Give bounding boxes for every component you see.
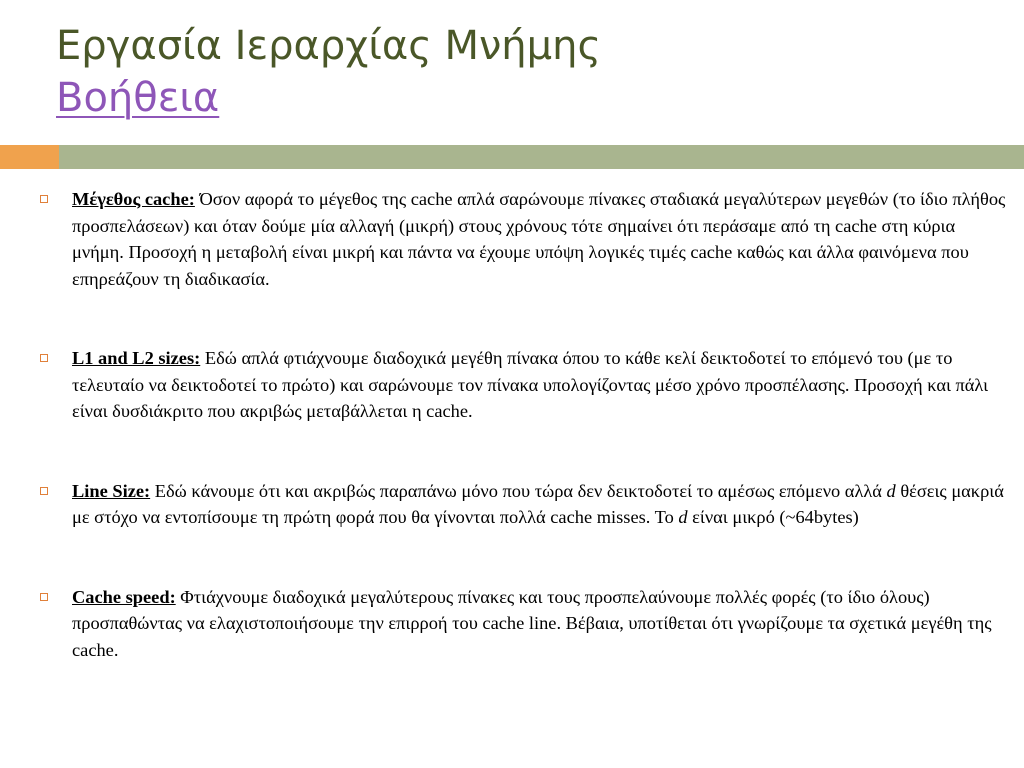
item-text: Φτιάχνουμε διαδοχικά μεγαλύτερους πίνακες και τους προσπελαύνουμε πολλές φορές (το ίδιο όλους) προσπαθώντας να ελαχιστοποιήσουμε την επιρροή του cache line. Βέβαια, υποτίθεται ότι γνωρίζουμε τα σχετικά μεγέθη της cache. (72, 586, 992, 660)
square-bullet-icon (40, 195, 48, 203)
square-bullet-icon (40, 593, 48, 601)
item-text: Εδώ απλά φτιάχνουμε διαδοχικά μεγέθη πίνακα όπου το κάθε κελί δεικτοδοτεί το επόμενό του (με το τελευταίο να δεικτοδοτεί το πρώτο) και σαρώνουμε τον πίνακα υπολογίζοντας μέσο χρόνο προσπέλασης. Προσοχή και πάλι είναι δυσδιάκριτο που ακριβώς μεταβάλλεται η cache. (72, 348, 989, 421)
accent-bar-orange (0, 145, 59, 169)
item-text: Εδώ κάνουμε ότι και ακριβώς παραπάνω μόνο που τώρα δεν δεικτοδοτεί το αμέσως επόμενο αλλά (150, 480, 887, 501)
item-text: είναι μικρό (~64bytes) (687, 507, 859, 527)
slide-title: Εργασία Ιεραρχίας Μνήμης (56, 23, 601, 69)
item-text: Όσον αφορά το μέγεθος της cache απλά σαρώνουμε πίνακες σταδιακά μεγαλύτερων μεγεθών (το ίδιο πλήθος προσπελάσεων) και όταν δούμε μία αλλαγή (μικρή) στους χρόνους τότε σημαίνει ότι περάσαμε από τη cache στη κύρια μνήμη. Προσοχή η μεταβολή είναι μικρή και πάντα να έχουμε υπόψη λογικές τιμές cache καθώς και άλλα φαινόμενα που επηρεάζουν τη διαδικασία. (72, 189, 1006, 289)
list-item-cache-size (40, 186, 1010, 292)
item-heading: Μέγεθος cache: (72, 189, 195, 209)
list-item-line-size (40, 478, 1010, 531)
variable-d: d (678, 507, 688, 527)
square-bullet-icon (40, 354, 48, 362)
list-item-cache-speed (40, 584, 1010, 664)
variable-d: d (886, 480, 896, 501)
slide-title-block (56, 20, 601, 124)
bullet-list (40, 186, 1010, 663)
accent-bar-green (59, 145, 1024, 169)
item-text: θέσεις μακριά με στόχο να εντοπίσουμε τη πρώτη φορά που θα γίνονται πολλά cache misses. To (72, 480, 1004, 527)
square-bullet-icon (40, 487, 48, 495)
list-item-l1-l2-sizes (40, 345, 1010, 425)
item-heading: Line Size: (72, 480, 151, 501)
item-heading: Cache speed: (72, 586, 176, 607)
item-heading: L1 and L2 sizes: (72, 348, 201, 368)
help-link[interactable]: Βοήθεια (56, 75, 220, 121)
